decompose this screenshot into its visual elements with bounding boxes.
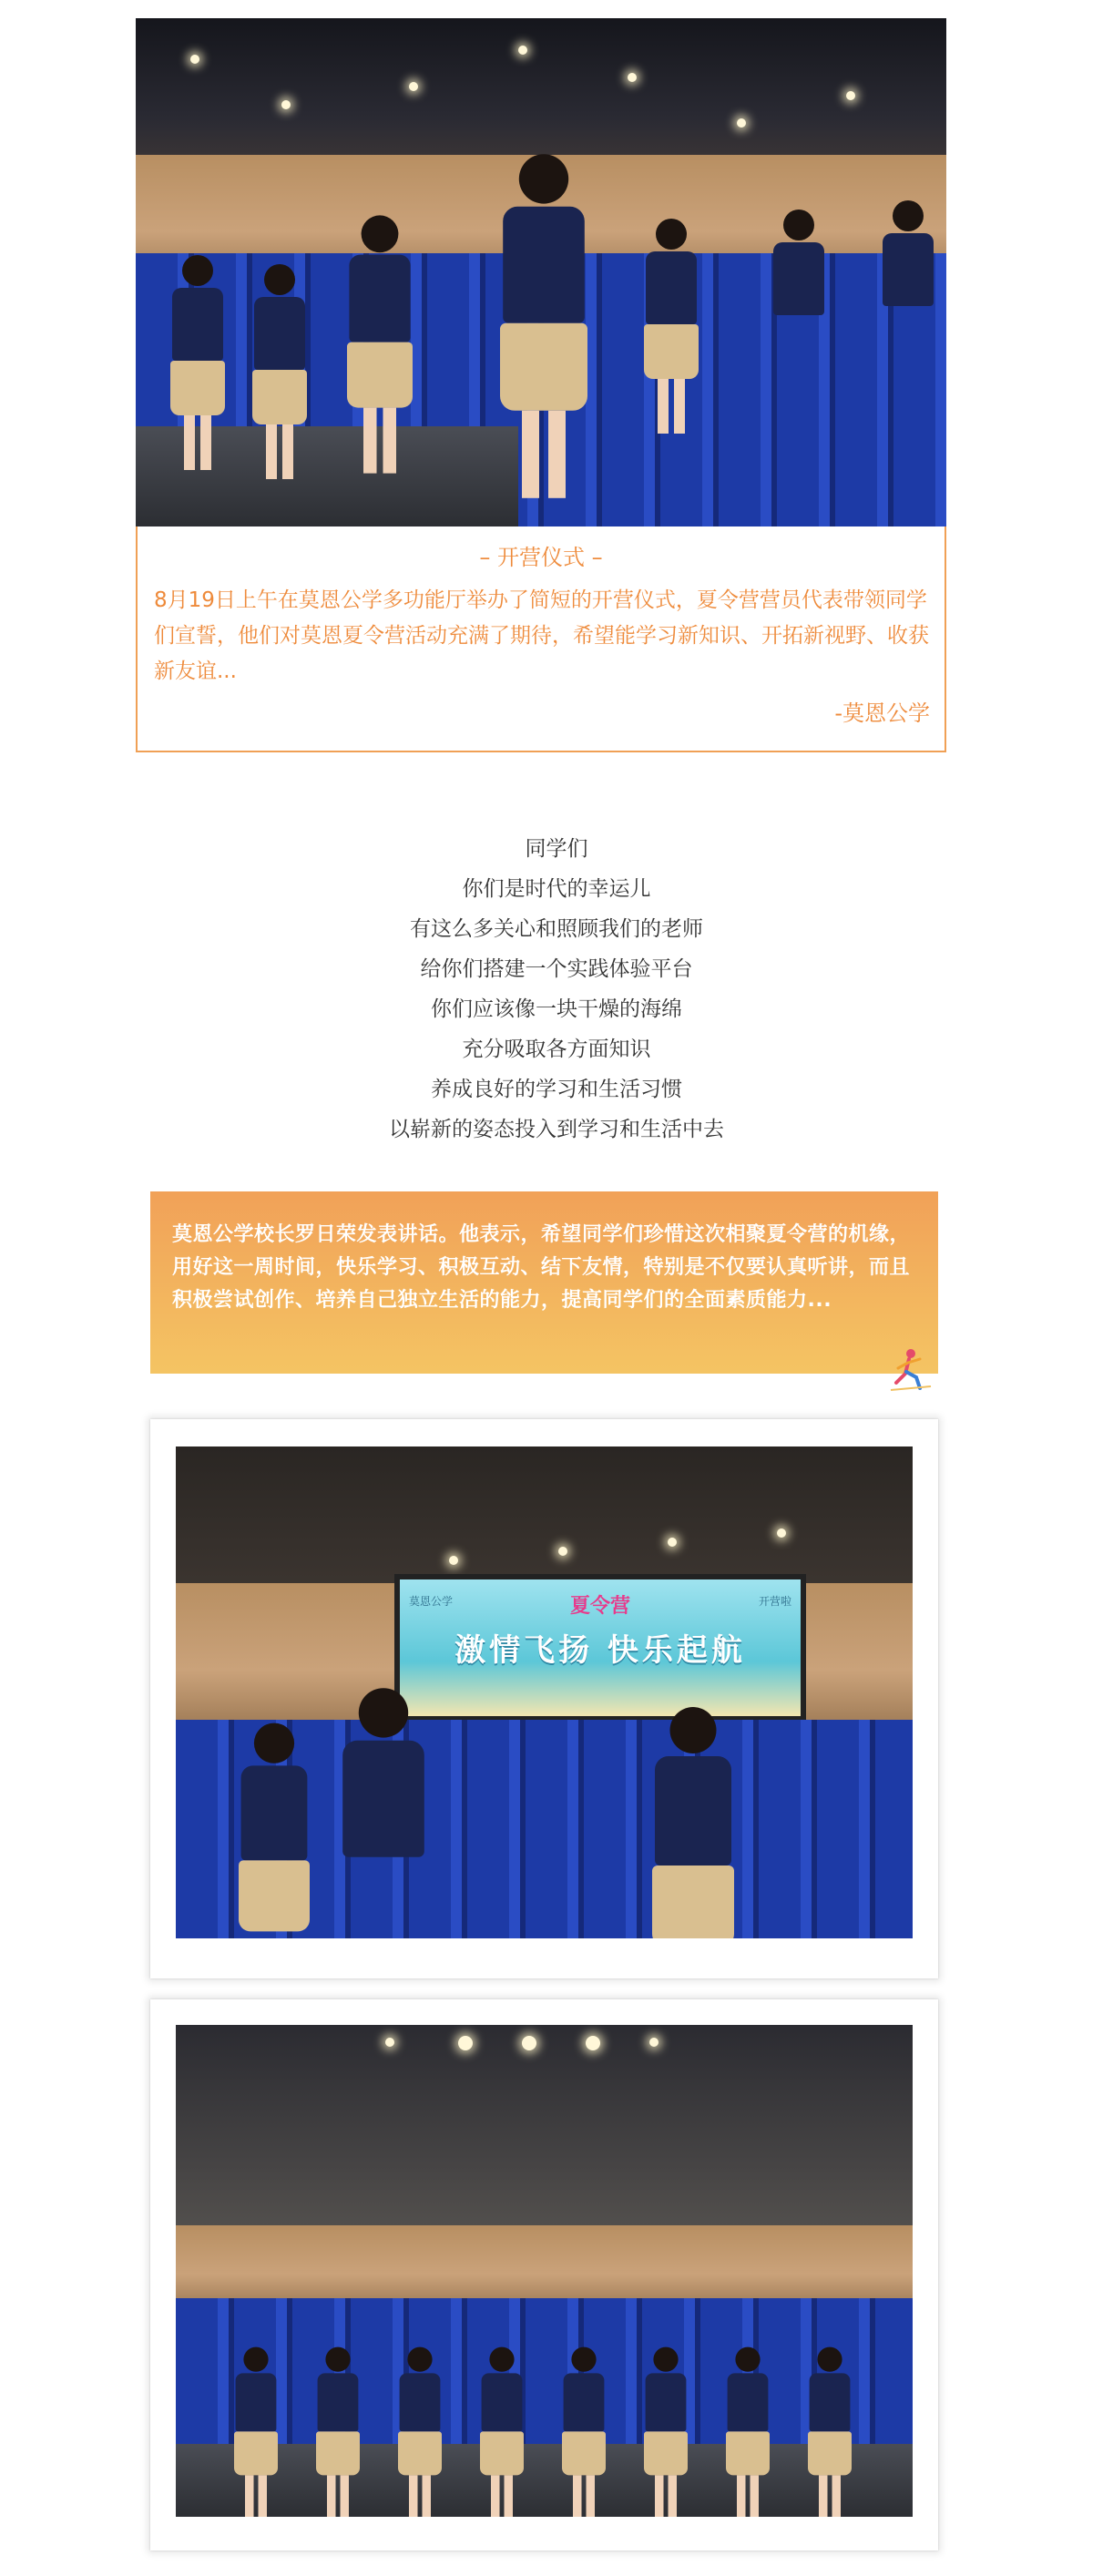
caption-box [136, 526, 946, 752]
auditorium-wide-photo [176, 2025, 913, 2517]
screen-banner-right: 开营啦 [758, 1595, 791, 1608]
caption-body: 8月19日上午在莫恩公学多功能厅举办了简短的开营仪式，夏令营营员代表带领同学们宣誓，他们对莫恩夏令营活动充满了期待，希望能学习新知识、开拓新视野、收获新友谊... [154, 588, 929, 683]
caption-signature: -莫恩公学 [834, 700, 930, 726]
poem [0, 829, 1113, 1150]
poem-line: 给你们搭建一个实践体验平台 [420, 957, 693, 981]
speech-highlight-box [150, 1191, 938, 1374]
auditorium-stage-photo [176, 1446, 913, 1938]
poem-line: 以崭新的姿态投入到学习和生活中去 [389, 1118, 724, 1141]
screen-banner-left: 莫恩公学 [409, 1595, 454, 1608]
screen-banner-logo: 夏令营 [569, 1595, 630, 1618]
photo-frame [150, 1999, 938, 2550]
opening-ceremony-photo [136, 18, 946, 526]
photo-frame [150, 1419, 938, 1978]
poem-line: 同学们 [525, 837, 588, 861]
screen-banner-text: 激情飞扬 快乐起航 [454, 1632, 746, 1669]
poem-line: 充分吸取各方面知识 [462, 1038, 651, 1061]
poem-line: 养成良好的学习和生活习惯 [431, 1078, 682, 1101]
poem-line: 你们是时代的幸运儿 [462, 877, 651, 901]
runner-icon [889, 1346, 934, 1394]
poem-line: 你们应该像一块干燥的海绵 [431, 997, 682, 1021]
speech-text: 莫恩公学校长罗日荣发表讲话。他表示，希望同学们珍惜这次相聚夏令营的机缘，用好这一周时间，快乐学习、积极互动、结下友情，特别是不仅要认真听讲，而且积极尝试创作、培养自己独立生活的能力，提高同学们的全面素质能力... [172, 1223, 911, 1312]
poem-line: 有这么多关心和照顾我们的老师 [410, 917, 703, 941]
caption-title: – 开营仪式 – [479, 545, 603, 570]
